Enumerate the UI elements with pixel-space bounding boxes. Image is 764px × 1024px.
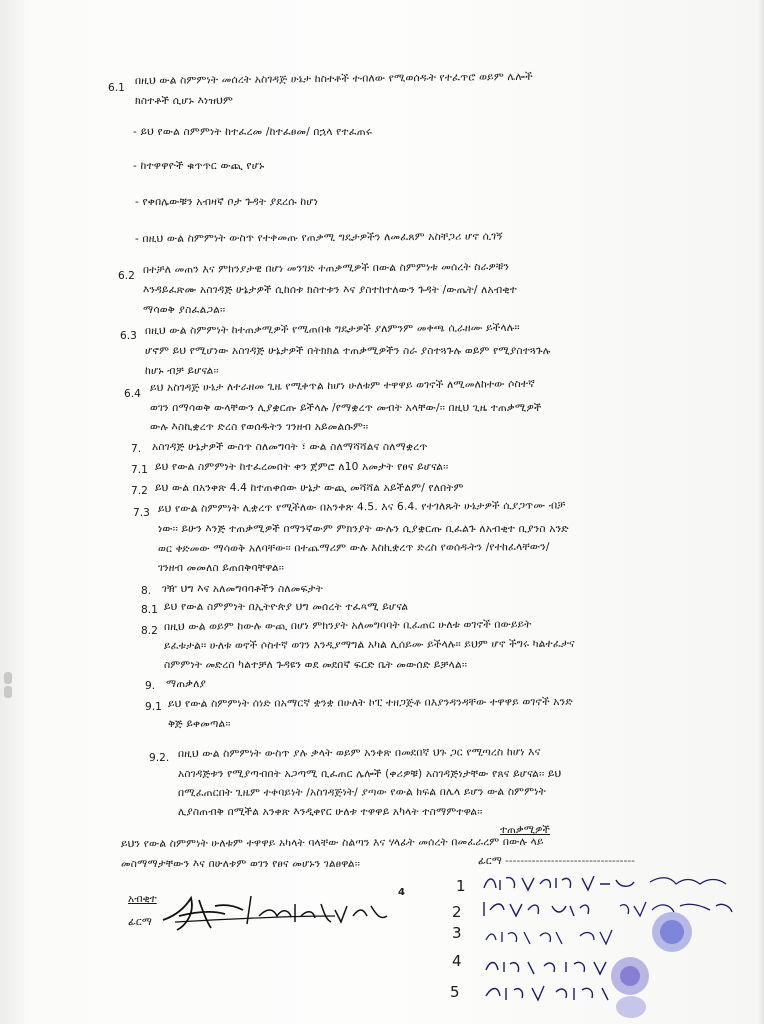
signature-line: ---------------------------------- [505, 855, 635, 867]
body-line: እንዳይፈጽሙ አስገዳጅ ሁኔታዎች ሲከሰቱ ክስተቱን እና ያስተከተለውን ጉዳት /ውጤት/ ለአብቂተ [143, 284, 517, 296]
body-line: ይህ የውል ስምምነት ሰነድ በአማርኛ ቋንቋ በሁለት ኮፒ ተዘጋጅቶ በእያንዳንዳቸው ተዋዋይ ወገኖች አንድ [167, 695, 573, 710]
body-line: አስገዳጅቱን የሚያጣብበት አጋጣሚ ቢፈጠር ሌሎች (ቀሪዎቹ) አስገዳጅነታቸው የጸና ይሆናል፡፡ ይህ [178, 768, 562, 780]
body-line: ይፈቱታል፡፡ ሁለቱ ወኖች ሶስተኛ ወገን እንዲያማግል አካል ሊሰይሙ ይችላሉ፡፡ ይህም ሆኖ ችግሩ ካልተፈታና [163, 637, 575, 652]
ink-stamp [648, 908, 696, 960]
body-line: ቅጅ ይቀመጣል፡፡ [168, 718, 231, 730]
clause-number: 7.3 [133, 507, 150, 519]
section-heading: ገዥ ህግ እና አለመግባባቶችን ስለመፍታት [162, 583, 324, 595]
body-line: በሚፈጠርበት ጊዜም ተቀባይነት /አስገዳጅነት/ ያጣው የውል ክፍል በሌላ ይሆን ውል ስምምነት [177, 785, 546, 799]
signer-number: 4 [452, 952, 462, 970]
signer-number: 2 [452, 903, 462, 921]
clause-number: 9.1 [145, 701, 162, 713]
ink-stamp [614, 994, 648, 1024]
section-heading: አስገዳጅ ሁኔታዎች ውስጥ ስለመግባት ፣ ውል ስለማሻሻልና ስለማቋረጥ [152, 441, 428, 453]
body-line: ይህ ውል በአንቀጽ 4.4 ከተጠቀሰው ሁኔታ ውጪ መሻሻል አይችልም/ የለበትም [155, 482, 464, 494]
clause-number: 6.3 [120, 330, 137, 342]
body-line: ይህ አስገዳጅ ሁኔታ ለተራዘመ ጊዜ የሚቀጥል ከሆነ ሁለቱም ተዋዋይ ወገኖች ለሚመለከተው ሶስተኛ [149, 377, 536, 394]
body-line: በዚህ ውል ወይም ከውሉ ውጪ በሆነ ምክንያት አለመግባባት ቢፈጠር ሁለቱ ወገኖች በውይይት [163, 618, 532, 633]
body-line: ማሳወቅ ያስፈልጋል፡፡ [143, 304, 226, 316]
body-line: ይህ የውል ስምምነት ከተፈረመበት ቀን ጀምሮ ለ10 አመታት የፀና ይሆናል፡፡ [155, 461, 449, 473]
bullet-item: - በዚህ ውል ስምምነት ውስጥ የተቀመጡ የጠቃሚ ግዴታዎችን ለመፈጸም አስቸጋሪ ሆኖ ሲገኝ [134, 230, 503, 245]
section-heading: ማጠቃለያ [166, 678, 207, 690]
body-line: ይህ የውል ስምምነት ሊቋረጥ የሚችለው በአንቀጽ 4.5. እና 6.4. የተገለጹት ሁኔታዎች ሲያጋጥሙ ብቻ [157, 499, 566, 515]
clause-number: 7.1 [131, 464, 148, 476]
body-line: በዚህ ውል ስምምነት ውስጥ ያሉ ቃላት ወይም አንቀጽ በመደበኛ ህጉ ጋር የሚጣረስ ከሆነ እና [177, 746, 541, 760]
punch-hole-icon [4, 672, 12, 684]
closing-line: ይህን የውል ስምምነት ሁለቱም ተዋዋይ አካላት ባላቸው ስልጣን እና ሃላፊት መሰረት በመፈራረም በውሉ ላይ [120, 835, 544, 850]
body-line: ስምምነት መድረስ ካልተቻለ ጉዳዩን ወደ መደበኛ ፍርድ ቤት መውሰድ ይቻላል፡፡ [164, 659, 468, 671]
section-number: 8. [141, 585, 152, 597]
body-line: በተቻለ መጠን እና ምክንያታዊ በሆነ መንገድ ተጠቃሚዎች በውል ስምምነቱ መሰረት ስራዎቹን [142, 260, 510, 276]
signatory-title: አብቂተ [128, 893, 157, 905]
clause-number: 8.1 [141, 604, 158, 616]
body-line: በዚህ ውል ስምምነት መሰረት አስገዳጅ ሁኔታ ከስተቶች ተብለው የሚወሰዱት የተፈጥሮ ወይም ሌሎች [134, 70, 533, 87]
section-number: 7. [131, 443, 142, 455]
body-line: ሆኖም ይህ የሚሆነው አስገዳጅ ሁኔታዎች በትክክል ተጠቃሚዎችን ስራ ያስተጓጉሉ ወይም የሚያስተጓጉሉ [145, 345, 551, 357]
scan-shadow [758, 0, 764, 1024]
handwritten-signature [155, 886, 395, 940]
body-line: ከሆኑ ብቻ ይሆናል፡፡ [145, 365, 219, 377]
bullet-item: - የቀበሌውቹን አብዛኛ ቦታ ጉዳት ያደረሱ ከሆነ [135, 196, 319, 208]
body-line: ገንዘብ መመለስ ይጠበቅባቸዋል፡፡ [158, 562, 285, 574]
section-number: 9. [145, 680, 156, 692]
signer-number: 5 [450, 983, 460, 1001]
body-line: ይህ የውል ስምምነት በኢትዮጵያ ህግ መሰረት ተፈጻሚ ይሆናል [164, 601, 409, 613]
bullet-item: - ከተዋዋዮች ቁጥጥር ውጪ የሆኑ [133, 160, 265, 172]
punch-hole-icon [4, 686, 12, 698]
signer-number: 3 [452, 924, 462, 942]
clause-number: 9.2. [149, 752, 170, 764]
body-line: ክስተቶች ሲሆኑ እነዝህም [135, 95, 234, 107]
clause-number: 6.2 [118, 270, 135, 282]
signature-label: ፊርማ [128, 916, 152, 928]
body-line: ነው፡፡ ይሁን እንጅ ተጠቃሚዎች በማንኛውም ምክንያት ውሉን ሲያቋርጡ ቢፈልጉ ለአብቂተ ቢያንስ አንድ [158, 523, 569, 535]
body-line: ሊያስጠብቅ በሚችል አንቀጽ እንዲቀየር ሁለቱ ተዋዋይ አካላት ተስማምተዋል፡፡ [178, 806, 483, 818]
signer-number: 1 [456, 877, 466, 895]
closing-line: መስማማታቸውን እና በሁለቱም ወገን የፀና መሆኑን ገልፀዋል፡፡ [121, 858, 361, 870]
bullet-item: - ይህ የውል ስምምነት ከተፈረመ /ከተፈፀመ/ በኋላ የተፈጠሩ [133, 126, 373, 138]
signatory-title: ተጠቃሚዎች [500, 824, 550, 836]
clause-number: 8.2 [141, 625, 158, 637]
body-line: ወገን በማሳወቅ ውላቸውን ሊያቋርጡ ይችላሉ /የማቋረጥ መብት አላቸው/፡፡ በዚህ ጊዜ ተጠቃሚዎች [150, 402, 542, 414]
clause-number: 6.4 [124, 388, 141, 400]
body-line: ወር ቀድመው ማሳወቅ አለባቸው፡፡ በተጨማሪም ውሉ እስኪቋረጥ ድረስ የወሰዱትን /የተከፈላቸውን/ [157, 540, 550, 555]
signature-label: ፊርማ [478, 855, 502, 867]
clause-number: 6.1 [108, 82, 125, 94]
page-number: 4 [398, 887, 405, 898]
body-line: ውሉ እስኪቋረጥ ድረስ የወሰዱትን ገንዘብ አይመልሱም፡፡ [150, 421, 369, 433]
body-line: በዚህ ውል ስምምነት ከተጠቃሚዎች የሚጠበቁ ግዴታዎች ያለምንም መቀጫ ሲራዘሙ ይችላሉ፡፡ [144, 321, 520, 337]
clause-number: 7.2 [131, 485, 148, 497]
